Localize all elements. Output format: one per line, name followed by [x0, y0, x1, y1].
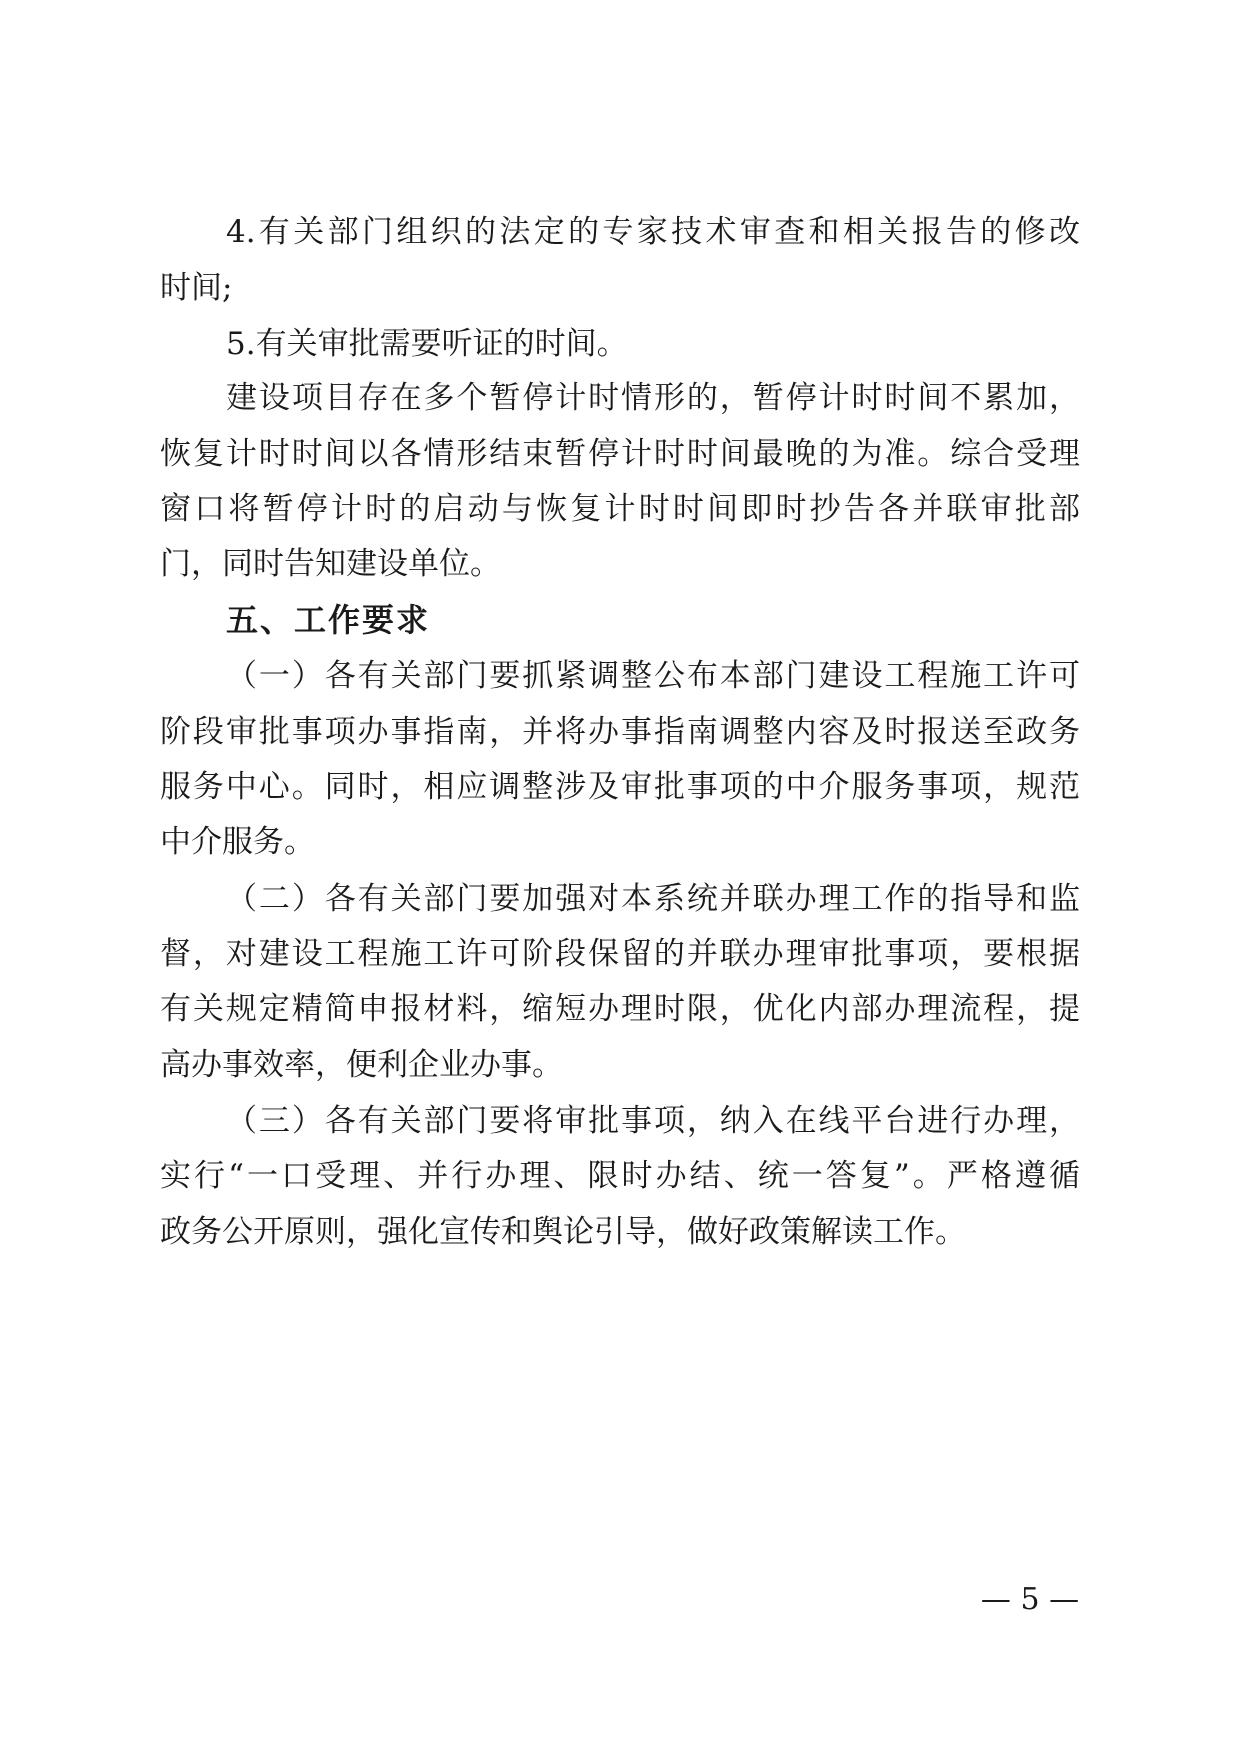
paragraph-line: 窗口将暂停计时的启动与恢复计时时间即时抄告各并联审批部: [160, 491, 1080, 527]
section-heading: 五、工作要求: [226, 601, 431, 639]
paragraph-line: 5.有关审批需要听证的时间。: [226, 326, 628, 362]
paragraph-line: 建设项目存在多个暂停计时情形的，暂停计时时间不累加，: [226, 380, 1080, 416]
paragraph-line: 中介服务。: [160, 824, 315, 860]
paragraph-line: 督，对建设工程施工许可阶段保留的并联办理审批事项，要根据: [160, 936, 1080, 972]
paragraph-line: 高办事效率，便利企业办事。: [160, 1047, 563, 1083]
paragraph-line: 阶段审批事项办事指南，并将办事指南调整内容及时报送至政务: [160, 714, 1080, 750]
page-number: — 5 —: [980, 1582, 1080, 1617]
paragraph-line: 服务中心。同时，相应调整涉及审批事项的中介服务事项，规范: [160, 769, 1080, 805]
paragraph-line: 门，同时告知建设单位。: [160, 546, 501, 582]
paragraph-line: （二）各有关部门要加强对本系统并联办理工作的指导和监: [226, 881, 1080, 917]
paragraph-line: 恢复计时时间以各情形结束暂停计时时间最晚的为准。综合受理: [160, 436, 1080, 472]
paragraph-line: 4.有关部门组织的法定的专家技术审查和相关报告的修改: [226, 214, 1080, 250]
paragraph-line: 时间;: [160, 270, 233, 306]
paragraph-line: （三）各有关部门要将审批事项，纳入在线平台进行办理，: [226, 1103, 1080, 1139]
paragraph-line: 有关规定精简申报材料，缩短办理时限，优化内部办理流程，提: [160, 991, 1080, 1027]
paragraph-line: 实行“一口受理、并行办理、限时办结、统一答复”。严格遵循: [160, 1158, 1080, 1194]
paragraph-line: 政务公开原则，强化宣传和舆论引导，做好政策解读工作。: [160, 1214, 966, 1250]
paragraph-line: （一）各有关部门要抓紧调整公布本部门建设工程施工许可: [226, 658, 1080, 694]
